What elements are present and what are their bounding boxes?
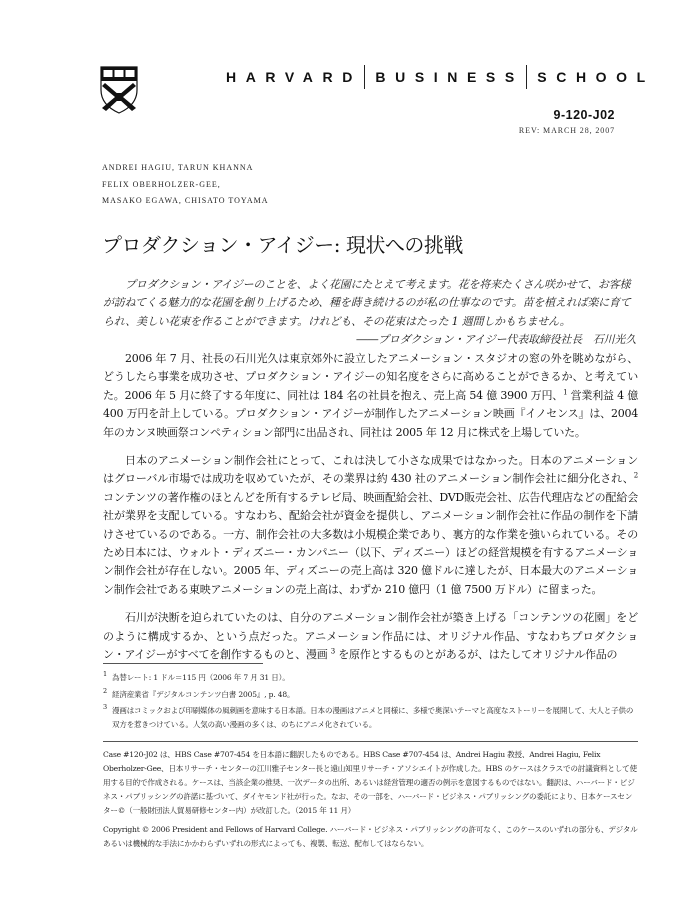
footnote-ref[interactable]: 2: [633, 471, 638, 480]
case-notice: Case #120-J02 は、HBS Case #707-454 を日本語に翻訳したものである。HBS Case #707-454 は、Andrei Hagiu 教授、Andrei Hagiu, Felix Oberholzer-Gee、日本リサーチ・センターの江川雅子センター長と遠山知里リサーチ・アソシエイトが作成した。HBS のケースはクラスでの討議資料として使用する目的で作成される。ケースは、当該企業の推奨、一次データの出所、あるいは経営管理の適否の例示を意図するものではない。翻訳は、ハーバード・ビジネス・パブリッシングの許諾に基づいて、ダイヤモンド社が行った。なお、その一部を、ハーバード・ビジネス・パブリッシングの委託により、日本ケースセンター©（一般財団法人貿易研修センター内）が改訂した。（2015 年 11 月）: [103, 750, 637, 815]
text-run: 2006 年 7 月、社長の石川光久は東京郊外に設立したアニメーション・スタジオの窓の外を眺めながら、どうしたら事業を成功させ、プロダクション・アイジーの知名度をさらに高めることができるか、と考えていた。2006 年 5 月に終了する年度に、同社は 184 名の社員を抱え、売上高 54 億 3900 万円、: [103, 352, 638, 402]
revision-date: REV: MARCH 28, 2007: [518, 126, 615, 135]
footnote-number: 1: [103, 670, 107, 678]
footnote-text: 為替レート: 1 ドル＝115 円（2006 年 7 月 31 日）。: [112, 673, 290, 682]
footnote-number: 2: [103, 686, 107, 695]
footnote-ref[interactable]: 1: [563, 388, 568, 397]
case-number: 9-120-J02: [553, 108, 615, 122]
footnote-text: 漫画はコミックおよび印刷媒体の風刺画を意味する日本語。日本の漫画はアニメと同様に、多様で奥深いテーマと高度なストーリーを展開して、大人と子供の双方を惹きつけている。人気の高い漫画の多くは、のちにアニメ化されている。: [112, 706, 634, 729]
text-run: コンテンツの著作権のほとんどを所有するテレビ局、映画配給会社、DVD販売会社、広告代理店などの配給会社が業界を支配している。すなわち、配給会社が資金を提供し、アニメーション制作会社に作品の制作を下請けさせているのである。一方、制作会社の大多数は小規模企業であり、裏方的な作業を強いられている。そのため日本には、ウォルト・ディズニー・カンパニー（以下、ディズニー）ほどの経営規模を有するアニメーション制作会社が存在しない。2005 年、ディズニーの売上高は 320 億ドルに達したが、日本最大のアニメーション制作会社である東映アニメーションの売上高は、わずか 210 億円（1 億 7500 万ドル）に留まった。: [103, 490, 638, 596]
text-run: 日本のアニメーション制作会社にとって、これは決して小さな成果ではなかった。日本のアニメーションはグローバル市場では成功を収めていたが、その業界は約 430 社のアニメーション制作会社に細分化され、: [103, 454, 638, 486]
wordmark-divider: [526, 65, 528, 89]
text-run: 石川が決断を迫られていたのは、自分のアニメーション制作会社が築き上げる「コンテンツの花園」をどのように構成するか、という点だった。アニメーション作品には、オリジナル作品、すなわちプロダクション・アイジーがすべてを創作するものと、漫画: [103, 611, 638, 662]
author-line: FELIX OBERHOLZER-GEE,: [102, 179, 221, 189]
author-line: MASAKO EGAWA, CHISATO TOYAMA: [102, 196, 269, 205]
author-list: [102, 160, 268, 210]
text-run: を原作とするものとがあるが、はたしてオリジナル作品の: [335, 648, 618, 662]
footnote-ref[interactable]: 3: [330, 647, 336, 656]
paragraph: [103, 609, 638, 664]
footnote: [103, 704, 638, 731]
footnote-divider: [103, 663, 263, 664]
school-wordmark: [226, 62, 655, 92]
epigraph-quote: プロダクション・アイジーのことを、よく花園にたとえて考えます。花を将来たくさん咲かせて、お客様が訪ねてくる魅力的な花園を創り上げるため、種を蒔き続けるのが私の仕事なのです。苗を植えれば楽に育てられ、美しい花束を作ることができます。けれども、その花束はたった 1 週間しかもちません。: [103, 278, 631, 328]
body-text: [103, 350, 638, 675]
footnotes: [103, 671, 638, 734]
wordmark-school: SCHOOL: [537, 69, 655, 85]
document-title: プロダクション・アイジー: 現状への挑戦: [102, 233, 463, 257]
wordmark-harvard: HARVARD: [226, 69, 362, 85]
wordmark-divider: [364, 65, 366, 89]
harvard-shield-icon: [100, 66, 138, 114]
footnote: [103, 688, 638, 702]
footnote-text: 経済産業省『デジタルコンテンツ白書 2005』, p. 48。: [112, 689, 295, 699]
author-line: ANDREI HAGIU, TARUN KHANNA: [102, 163, 254, 172]
paragraph: [103, 452, 638, 599]
epigraph: [103, 276, 638, 349]
epigraph-attribution: ――プロダクション・アイジー代表取締役社長 石川光久: [356, 332, 636, 346]
text-run: 営業利益 4 億 400 万円を計上している。プロダクション・アイジーが制作したアニメーション映画『イノセンス』は、2004 年のカンヌ映画祭コンペティション部門に出品され、同社は 2005 年 12 月に株式を上場していた。: [103, 388, 638, 439]
paragraph: [103, 350, 638, 442]
notice-divider: [103, 741, 638, 742]
footnote-number: 3: [103, 703, 107, 711]
wordmark-business: BUSINESS: [375, 69, 524, 85]
footnote: [103, 671, 638, 685]
copyright-notice: Copyright © 2006 President and Fellows of Harvard College. ハーバード・ビジネス・パブリッシングの許可なく、このケースのいずれの部分も、デジタルあるいは機械的な手法にかかわらずいずれの形式によっても、複製、転送、配布してはならない。: [103, 825, 638, 848]
